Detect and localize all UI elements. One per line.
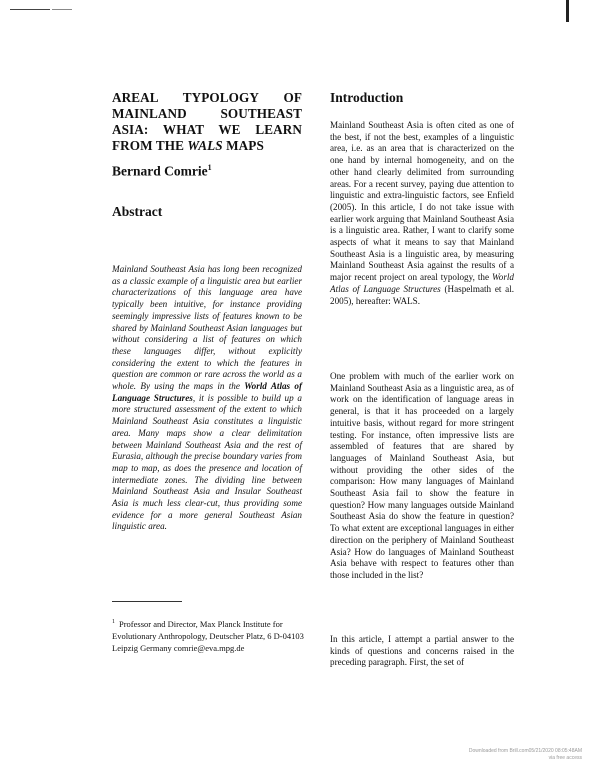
author-text: Bernard Comrie bbox=[112, 163, 208, 179]
footnote-mark: 1 bbox=[112, 619, 115, 625]
download-stamp-line-1: Downloaded from Brill.com05/21/2020 08:05:48AM bbox=[468, 748, 582, 754]
intro-paragraph-3: In this article, I attempt a partial answer to the kinds of questions and concerns raised in the preceding paragraph. First, the set of bbox=[330, 634, 514, 668]
footnote bbox=[112, 616, 312, 654]
intro-heading: Introduction bbox=[330, 90, 404, 105]
abstract-text-2: , it is possible to build up a more structured assessment of the extent to which Mainland Southeast Asia constitutes a linguistic area. Many maps show a clear delimitation between Mainland Southeast Asia and the rest of Eurasia, although the precise boundary varies from map to map, as does the presence and location of intermediate zones. The dividing line between Mainland Southeast Asia and Insular Southeast Asia is much less clear-cut, thus providing some evidence for a more general Southeast Asian linguistic area. bbox=[112, 392, 302, 532]
footnote-rule bbox=[112, 601, 182, 602]
intro-paragraph-2: One problem with much of the earlier work on Mainland Southeast Asia as a linguistic area, as of work on the identification of language areas in general, is that it has proceeded on a largely intuitive basis, without regard for more stringent testing. For instance, often impressive lists are assembled of features that are shared by languages of Mainland Southeast Asia, but without providing the other sides of the comparison: How many languages of Mainland Southeast Asia fail to show the feature in question? How many languages outside Mainland Southeast Asia do show the feature in question? To what extent are exceptional languages in either direction on the periphery of Mainland Southeast Asia? How do languages of Mainland Southeast Asia behave with respect to features other than those included in the list? bbox=[330, 371, 514, 580]
author-name bbox=[112, 163, 212, 180]
abstract-text-1: Mainland Southeast Asia has long been recognized as a classic example of a linguistic area but earlier characterizations of this language area have typically been intuitive, for instance providing seemingly impressive lists of features known to be shared by Mainland Southeast Asian languages but without considering a list of features on which these languages differ, without explicitly considering the extent to which the features in question are common or rare across the world as a whole. By using the maps in the bbox=[112, 264, 302, 392]
intro-paragraph-1 bbox=[330, 120, 514, 307]
paper-title bbox=[112, 90, 302, 154]
download-stamp bbox=[469, 748, 582, 762]
abstract-body bbox=[112, 264, 302, 533]
page-edge-mark bbox=[566, 0, 569, 22]
author-footnote-mark[interactable]: 1 bbox=[207, 163, 212, 172]
header-rule-short bbox=[52, 9, 72, 10]
intro-p1-text: Mainland Southeast Asia is often cited as one of the best, if not the best, examples of a linguistic area, i.e. as an area that is characterized on the one hand by internal homogeneity, and on the other hand clearly delimited from surrounding areas. For a recent survey, paying due attention to linguistic and extra-linguistic factors, see Enfield (2005). In this article, I do not take issue with earlier work arguing that Mainland Southeast Asia is a linguistic area. Rather, I want to clarify some aspects of what it means to say that Mainland Southeast Asia is a linguistic area, by measuring Mainland Southeast Asia against the results of a major recent project on areal typology, the bbox=[330, 120, 514, 283]
abstract-wals-title: World Atlas of Language Structures bbox=[112, 381, 302, 403]
title-text: AREAL TYPOLOGY OF MAINLAND SOUTHEAST ASIA: WHAT WE LEARN FROM THE bbox=[112, 90, 302, 153]
intro-p1-text-end: (Haspelmath et al. 2005), hereafter: WALS. bbox=[330, 283, 515, 306]
header-rule bbox=[10, 9, 50, 10]
download-stamp-line-2: via free access bbox=[548, 755, 582, 761]
abstract-heading: Abstract bbox=[112, 204, 163, 219]
intro-p1-italic: World Atlas of Language Structures bbox=[330, 272, 514, 294]
title-italic: WALS bbox=[187, 138, 223, 153]
title-text-end: MAPS bbox=[222, 138, 264, 153]
footnote-text: Professor and Director, Max Planck Institute for Evolutionary Anthropology, Deutscher Platz, 6 D-04103 Leipzig Germany comrie@eva.mpg.de bbox=[112, 618, 304, 653]
title-block bbox=[112, 90, 302, 154]
